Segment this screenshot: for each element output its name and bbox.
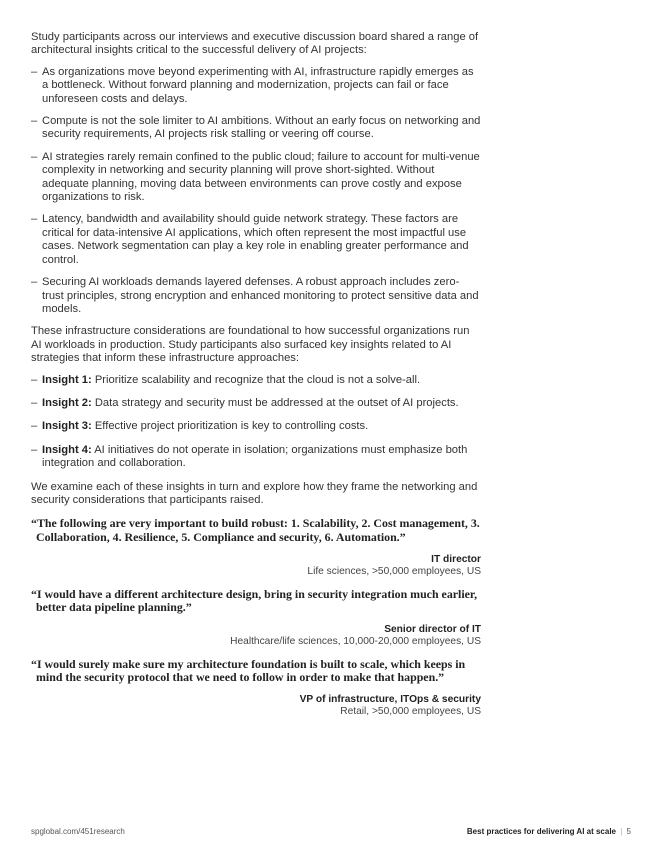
insights-list <box>31 374 481 471</box>
insight-item <box>31 420 481 433</box>
footer-separator: | <box>620 827 623 836</box>
insight-label: Insight 1: <box>42 373 92 386</box>
bullet-item <box>31 151 481 205</box>
page-number: 5 <box>626 827 631 836</box>
bullet-text: As organizations move beyond experimenting with AI, infrastructure rapidly emerges as a bottleneck. Without forward planning and modernization, projects can fail or face unforeseen costs and delays. <box>42 65 474 105</box>
insight-text: Prioritize scalability and recognize that the cloud is not a solve-all. <box>91 373 421 386</box>
quote-attribution <box>31 694 481 718</box>
quote-block <box>31 517 481 577</box>
bullet-text: AI strategies rarely remain confined to the public cloud; failure to account for multi-venue complexity in networking and security planning will prove short-sighted. Without adequate planning, moving data between environments can prove costly and expose organizations to risk. <box>42 150 480 204</box>
attribution-role: IT director <box>431 553 481 565</box>
insight-item <box>31 397 481 410</box>
dash-marker: – <box>31 443 38 456</box>
dash-marker: – <box>31 213 38 226</box>
footer-page-info <box>467 827 631 836</box>
bullet-item <box>31 213 481 267</box>
dash-marker: – <box>31 396 38 409</box>
bullet-item <box>31 66 481 106</box>
bullet-text: Latency, bandwidth and availability should guide network strategy. These factors are critical for data-intensive AI applications, which often represent the most impactful use cases. Network segmentation can play a key role in enabling greater performance and control. <box>42 213 469 266</box>
quote-attribution <box>31 554 481 578</box>
insight-bullet-list <box>31 66 481 317</box>
dash-marker: – <box>31 150 38 163</box>
closing-paragraph: We examine each of these insights in turn and explore how they frame the networking and security considerations that participants raised. <box>31 480 478 506</box>
intro-paragraph: Study participants across our interviews and executive discussion board shared a range of architectural insights critical to the successful delivery of AI projects: <box>31 31 479 57</box>
insight-label: Insight 3: <box>42 420 92 433</box>
dash-marker: – <box>31 276 38 289</box>
dash-marker: – <box>31 373 38 386</box>
dash-marker: – <box>31 65 38 78</box>
insight-label: Insight 2: <box>42 396 92 409</box>
attribution-org: Life sciences, >50,000 employees, US <box>307 565 481 577</box>
bullet-text: Compute is not the sole limiter to AI ambitions. Without an early focus on networking and security requirements, AI projects risk stalling or veering off course. <box>42 115 481 141</box>
attribution-org: Healthcare/life sciences, 10,000-20,000 employees, US <box>230 635 481 647</box>
attribution-role: Senior director of IT <box>384 623 481 635</box>
bullet-text: Securing AI workloads demands layered defenses. A robust approach includes zero-trust principles, strong encryption and enhanced monitoring to protect sensitive data and models. <box>42 276 479 315</box>
middle-paragraph: These infrastructure considerations are foundational to how successful organizations run AI workloads in production. Study participants also surfaced key insights related to AI strategies that inform these infrastructure approaches: <box>31 325 470 365</box>
quote-block <box>31 658 481 718</box>
insight-text: AI initiatives do not operate in isolation; organizations must emphasize both integration and collaboration. <box>42 443 468 470</box>
attribution-role: VP of infrastructure, ITOps & security <box>299 693 481 705</box>
quote-text: “I would have a different architecture design, bring in security integration much earlier, better data pipeline planning.” <box>31 586 478 615</box>
bullet-item <box>31 115 481 142</box>
insight-text: Data strategy and security must be addressed at the outset of AI projects. <box>91 396 459 409</box>
attribution-org: Retail, >50,000 employees, US <box>340 705 481 717</box>
quote-text: “I would surely make sure my architecture foundation is built to scale, which keeps in mind the security protocol that we need to follow in order to make that happen.” <box>31 656 466 685</box>
insight-text: Effective project prioritization is key to controlling costs. <box>91 420 369 433</box>
insight-label: Insight 4: <box>42 443 92 456</box>
bullet-item <box>31 276 481 316</box>
footer-title: Best practices for delivering AI at scale <box>466 827 616 836</box>
dash-marker: – <box>31 420 38 433</box>
quote-block <box>31 588 481 648</box>
quote-text: “The following are very important to build robust: 1. Scalability, 2. Cost management, 3. Collaboration, 4. Resilience, 5. Compliance and security, 6. Automation.” <box>31 516 480 544</box>
footer-url[interactable]: spglobal.com/451research <box>31 827 125 836</box>
insight-item <box>31 444 481 471</box>
dash-marker: – <box>31 115 38 128</box>
page-content <box>31 31 481 718</box>
quote-attribution <box>31 624 481 648</box>
insight-item <box>31 374 481 387</box>
